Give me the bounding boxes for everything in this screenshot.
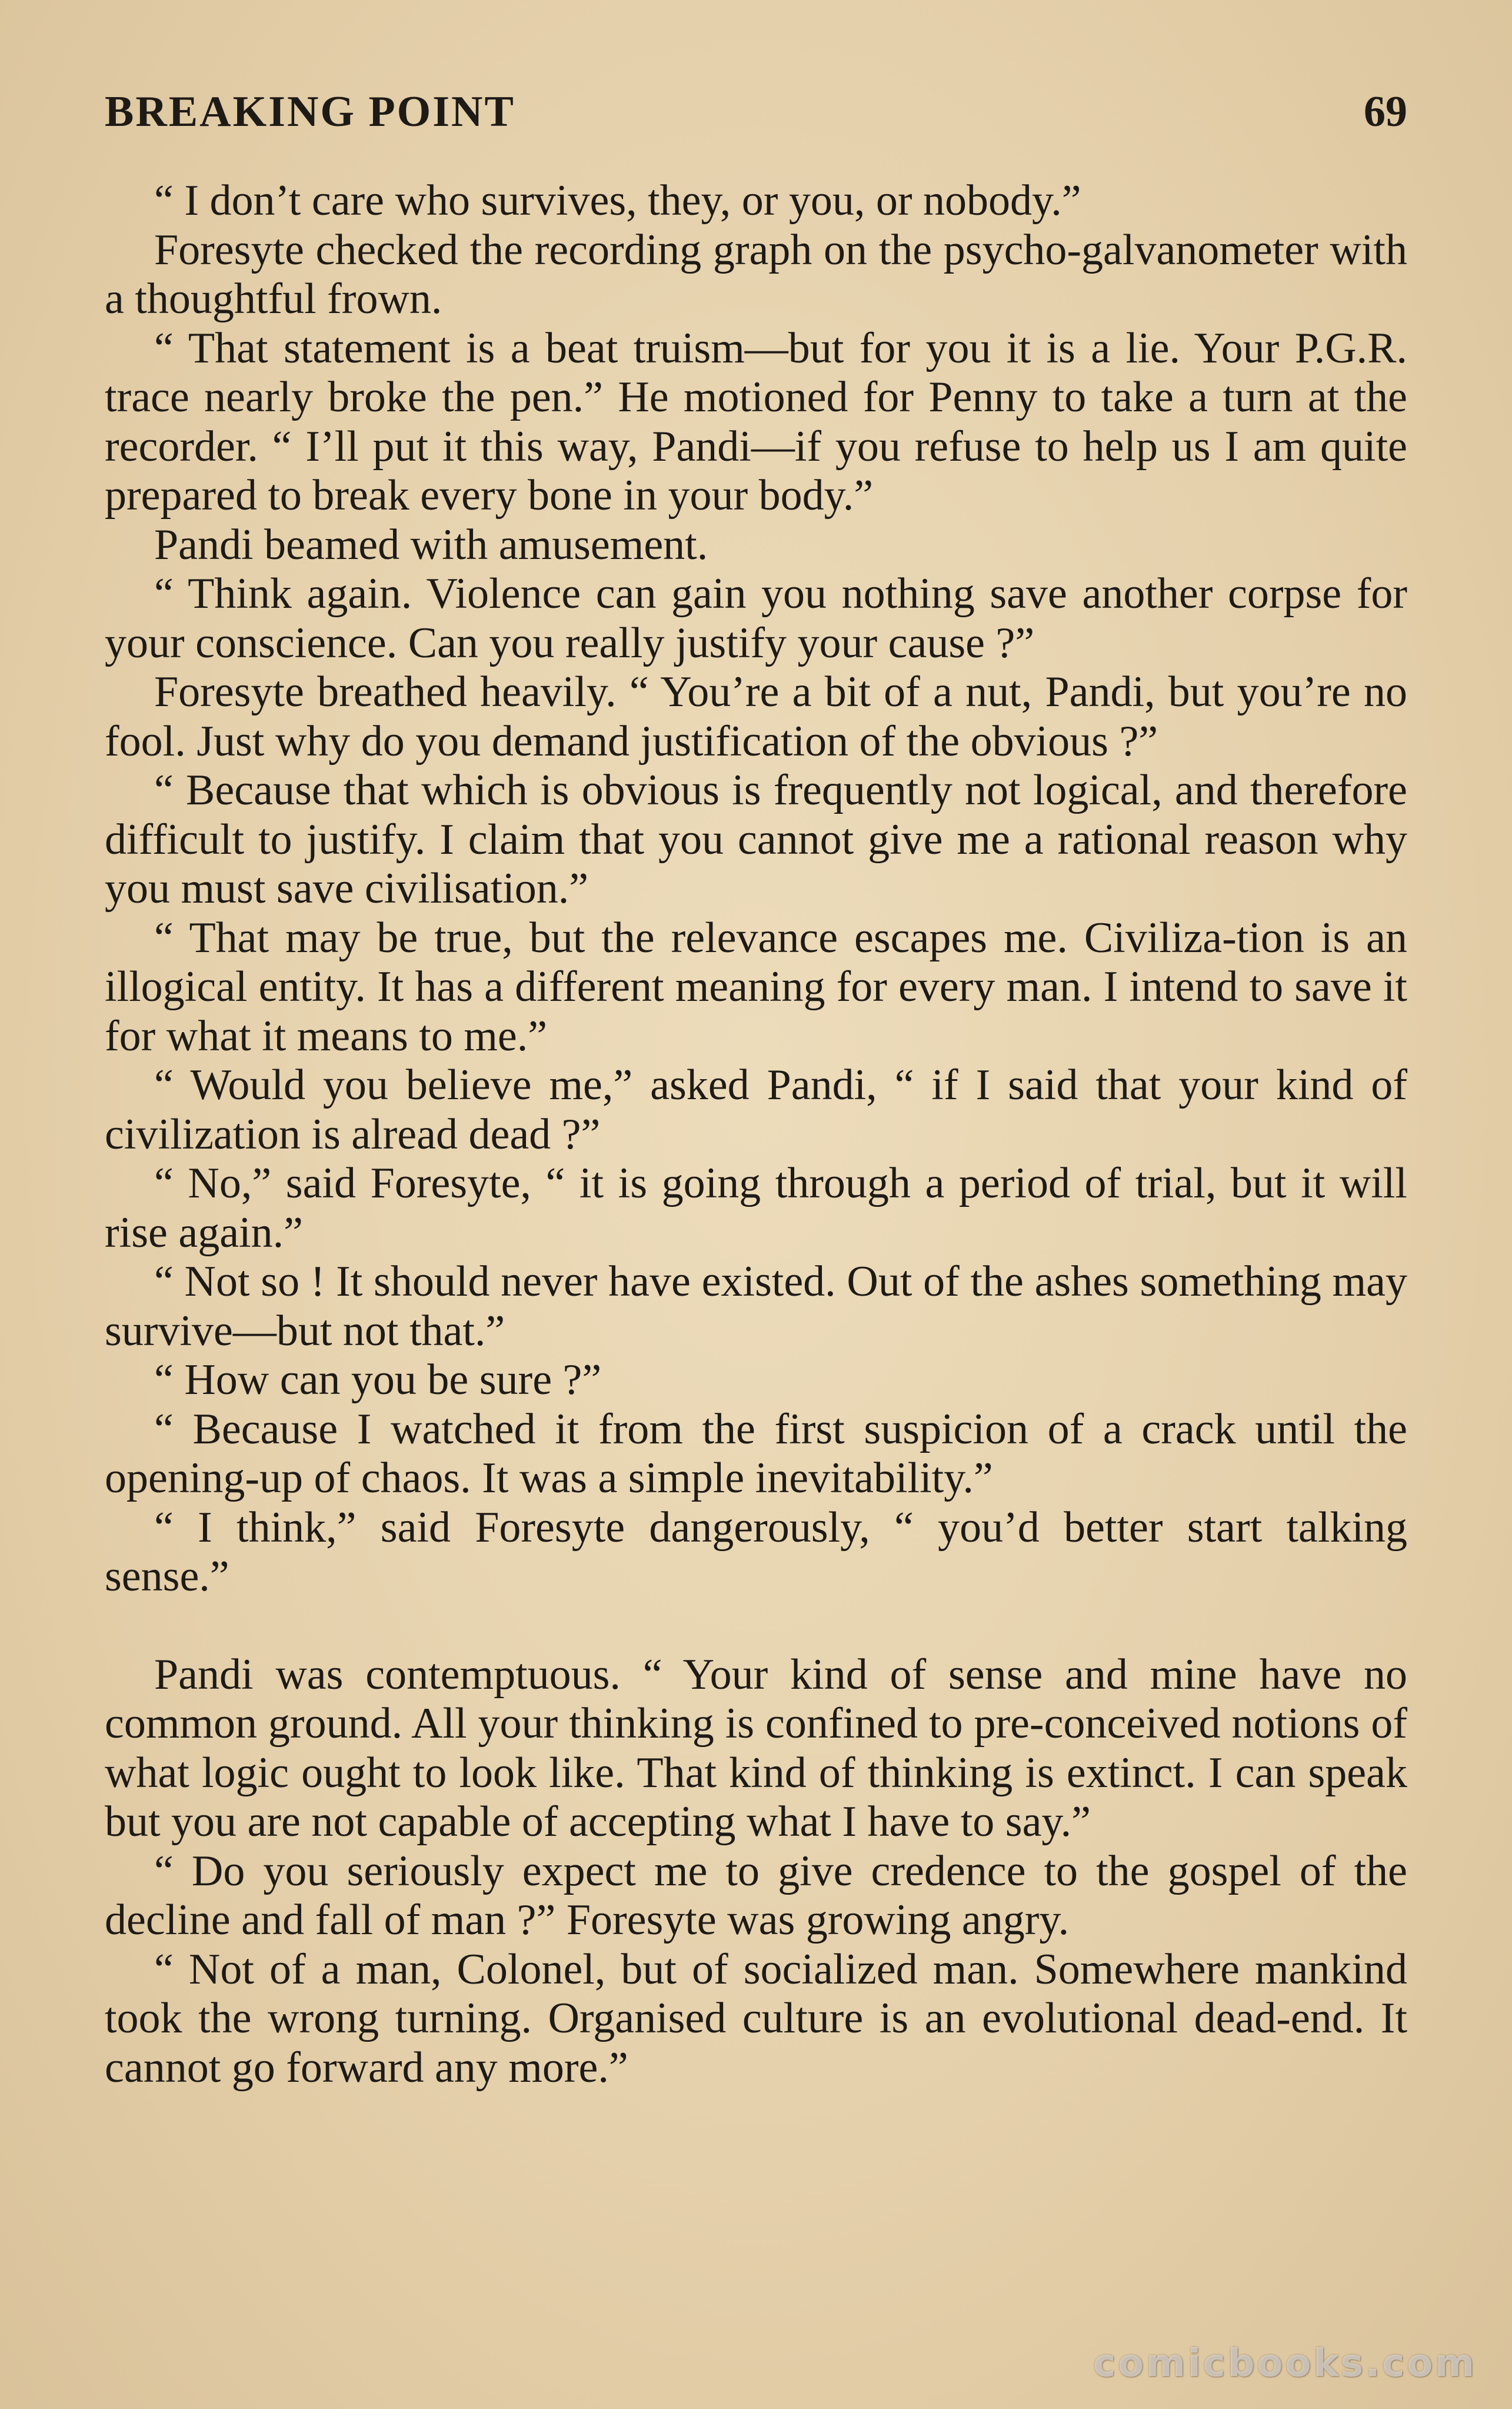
paragraph: “ I don’t care who survives, they, or you, or nobody.” — [154, 177, 1081, 225]
section-break — [105, 1602, 1407, 1651]
paragraph: “ That statement is a beat truism—but for you it is a lie. Your P.G.R. trace nearly broke the pen.” He motioned for Penny to take a turn at the recorder. “ I’ll put it this way, Pandi—if you refuse to help us I am quite prepared to break every bone in your body.” — [105, 324, 1407, 520]
paragraph: Foresyte breathed heavily. “ You’re a bit of a nut, Pandi, but you’re no fool. Just why do you demand justification of the obvious ?” — [105, 668, 1407, 766]
paragraph: “ I think,” said Foresyte dangerously, “ you’d better start talking sense.” — [105, 1503, 1407, 1601]
page-number: 69 — [1364, 88, 1407, 136]
paragraph: “ Because that which is obvious is frequently not logical, and therefore difficult to justify. I claim that you cannot give me a rational reason why you must save civilisation.” — [105, 766, 1407, 913]
paragraph: “ Think again. Violence can gain you nothing save another corpse for your conscience. Can you really justify your cause ?” — [105, 570, 1407, 667]
paragraph: “ Not so ! It should never have existed. Out of the ashes something may survive—but not that.” — [105, 1257, 1407, 1355]
paragraph: “ Not of a man, Colonel, but of socialized man. Somewhere mankind took the wrong turning. Organised culture is an evolutional dead-end. It cannot go forward any more.” — [105, 1945, 1407, 2092]
paragraph: “ No,” said Foresyte, “ it is going through a period of trial, but it will rise again.” — [105, 1159, 1407, 1257]
body-text — [105, 177, 1407, 2092]
watermark: comicbooks.com — [1093, 2342, 1477, 2385]
paragraph: Foresyte checked the recording graph on the psycho-galvanometer with a thoughtful frown. — [105, 225, 1407, 323]
paragraph: Pandi beamed with amusement. — [154, 520, 708, 569]
paragraph: Pandi was contemptuous. “ Your kind of sense and mine have no common ground. All your thinking is confined to pre-conceived notions of what logic ought to look like. That kind of thinking is extinct. I can speak but you are not capable of accepting what I have to say.” — [105, 1650, 1407, 1846]
paragraph: “ Because I watched it from the first suspicion of a crack until the opening-up of chaos. It was a simple inevitability.” — [105, 1405, 1407, 1502]
running-title: BREAKING POINT — [105, 88, 515, 136]
paragraph: “ Would you believe me,” asked Pandi, “ if I said that your kind of civilization is alread dead ?” — [105, 1061, 1407, 1159]
running-head — [105, 79, 1407, 144]
paragraph: “ Do you seriously expect me to give credence to the gospel of the decline and fall of man ?” Foresyte was growing angry. — [105, 1846, 1407, 1944]
paragraph: “ How can you be sure ?” — [154, 1356, 602, 1404]
paragraph: “ That may be true, but the relevance escapes me. Civiliza-tion is an illogical entity. It has a different meaning for every man. I intend to save it for what it means to me.” — [105, 913, 1407, 1060]
